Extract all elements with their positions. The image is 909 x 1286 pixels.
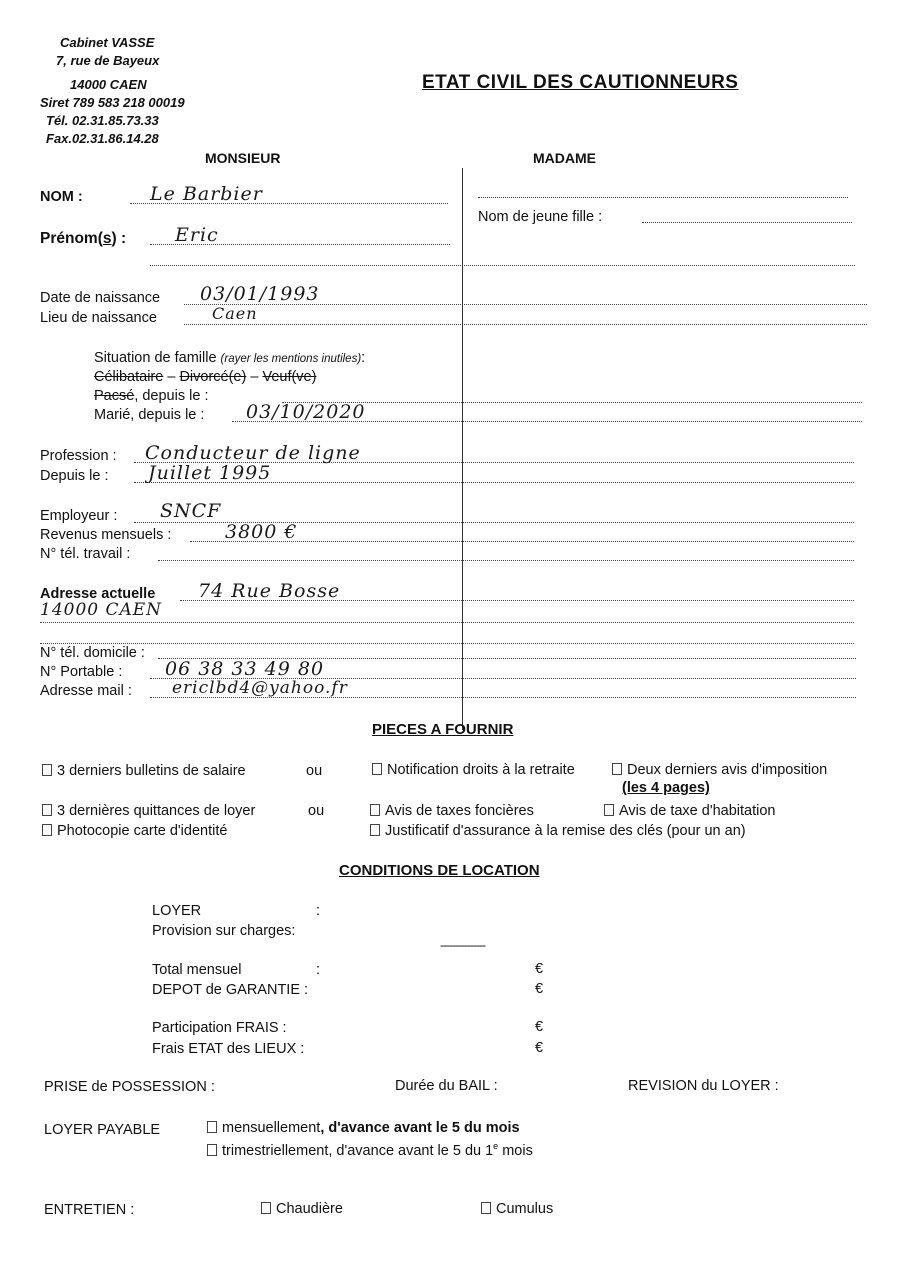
checkbox-chaudiere[interactable]: Chaudière [261,1201,343,1217]
value-marie-depuis: 03/10/2020 [246,401,366,423]
label-marie: Marié, depuis le : [94,407,205,423]
cabinet-siret: Siret 789 583 218 00019 [40,95,185,110]
checkbox-imposition[interactable]: Deux derniers avis d'imposition [612,762,827,778]
checkbox-icon [372,763,382,775]
label-entretien: ENTRETIEN : [44,1202,135,1218]
field-adresse-2[interactable] [40,622,854,623]
value-adresse-2: 14000 CAEN [40,600,163,620]
field-adresse-3[interactable] [40,643,854,644]
label-tel-travail: N° tél. travail : [40,546,131,562]
label-situation: Situation de famille (rayer les mentions inutiles): [94,350,366,366]
cabinet-street: 7, rue de Bayeux [56,53,160,68]
page-title: ETAT CIVIL DES CAUTIONNEURS [422,72,739,93]
label-employeur: Employeur : [40,508,118,524]
field-tel-travail[interactable] [158,560,854,561]
column-header-monsieur: MONSIEUR [205,150,281,166]
label-total: Total mensuel [152,962,242,978]
value-prenom: Eric [175,224,219,246]
checkbox-mensuellement[interactable]: mensuellement, d'avance avant le 5 du mois [207,1120,520,1136]
label-lieu-naissance: Lieu de naissance [40,310,157,326]
field-prenom-line2[interactable] [150,265,855,266]
checkbox-retraite[interactable]: Notification droits à la retraite [372,762,575,778]
label-frais-etat: Frais ETAT des LIEUX : [152,1041,305,1057]
label-nom: NOM : [40,189,83,205]
label-prise-possession: PRISE de POSSESSION : [44,1079,215,1095]
text-ou-1: ou [306,763,323,779]
section-conditions-title: CONDITIONS DE LOCATION [339,862,540,879]
label-profession: Profession : [40,448,117,464]
label-tel-domicile: N° tél. domicile : [40,645,145,661]
separator-line: --------------- [440,938,485,952]
value-revenus: 3800 € [225,521,298,543]
text-les-4-pages: (les 4 pages) [622,780,710,796]
field-pacse-depuis[interactable] [282,402,862,403]
value-date-naissance: 03/01/1993 [200,283,320,305]
euro-depot: € [535,981,544,997]
checkbox-icon [612,763,622,775]
checkbox-icon [481,1202,491,1214]
label-portable: N° Portable : [40,664,123,680]
text-ou-2: ou [308,803,325,819]
label-nom-jeune-fille: Nom de jeune fille : [478,209,603,225]
checkbox-icon [42,764,52,776]
label-loyer-colon: : [316,903,321,919]
cabinet-tel: Tél. 02.31.85.73.33 [46,113,159,128]
value-nom: Le Barbier [150,183,263,205]
label-prenoms: Prénom(s) : [40,230,127,247]
checkbox-bulletins[interactable]: 3 derniers bulletins de salaire [42,763,246,779]
label-participation: Participation FRAIS : [152,1020,287,1036]
label-provision: Provision sur charges: [152,923,296,939]
euro-total: € [535,961,544,977]
cabinet-name: Cabinet VASSE [60,35,155,50]
checkbox-habitation[interactable]: Avis de taxe d'habitation [604,803,775,819]
label-pacse: Pacsé, depuis le : [94,388,209,404]
label-date-naissance: Date de naissance [40,290,161,306]
value-adresse-1: 74 Rue Bosse [198,580,341,602]
field-nom-madame[interactable] [478,197,848,198]
checkbox-assurance[interactable]: Justificatif d'assurance à la remise des clés (pour un an) [370,823,746,839]
checkbox-icon [370,824,380,836]
value-lieu-naissance: Caen [212,304,258,323]
column-header-madame: MADAME [533,150,596,166]
euro-participation: € [535,1019,544,1035]
cabinet-city: 14000 CAEN [70,77,147,92]
situation-options: Célibataire – Divorcé(e) – Veuf(ve) [94,369,317,385]
value-mail: ericlbd4@yahoo.fr [172,678,348,698]
value-employeur: SNCF [160,500,222,522]
checkbox-foncieres[interactable]: Avis de taxes foncières [370,803,534,819]
checkbox-icon [604,804,614,816]
euro-frais-etat: € [535,1040,544,1056]
cabinet-fax: Fax.02.31.86.14.28 [46,131,159,146]
field-lieu-naissance[interactable] [184,324,867,325]
value-profession: Conducteur de ligne [145,442,361,464]
label-adresse: Adresse actuelle [40,586,156,602]
label-depuis: Depuis le : [40,468,109,484]
checkbox-icon [42,804,52,816]
checkbox-icon [370,804,380,816]
field-nom-jeune-fille[interactable] [642,222,852,223]
checkbox-identite[interactable]: Photocopie carte d'identité [42,823,227,839]
checkbox-icon [42,824,52,836]
label-loyer: LOYER [152,903,202,919]
label-mail: Adresse mail : [40,683,132,699]
label-total-colon: : [316,962,321,978]
checkbox-icon [207,1121,217,1133]
checkbox-icon [261,1202,271,1214]
label-loyer-payable: LOYER PAYABLE [44,1122,161,1138]
label-depot: DEPOT de GARANTIE : [152,982,309,998]
checkbox-quittances[interactable]: 3 dernières quittances de loyer [42,803,255,819]
checkbox-cumulus[interactable]: Cumulus [481,1201,553,1217]
value-portable: 06 38 33 49 80 [165,658,325,680]
column-divider [462,168,463,730]
checkbox-icon [207,1144,217,1156]
label-duree-bail: Durée du BAIL : [395,1078,498,1094]
label-revision-loyer: REVISION du LOYER : [628,1078,779,1094]
checkbox-trimestriellement[interactable]: trimestriellement, d'avance avant le 5 du 1e mois [207,1141,533,1159]
value-depuis: Juillet 1995 [148,462,272,484]
label-revenus: Revenus mensuels : [40,527,172,543]
section-pieces-title: PIECES A FOURNIR [372,721,514,738]
